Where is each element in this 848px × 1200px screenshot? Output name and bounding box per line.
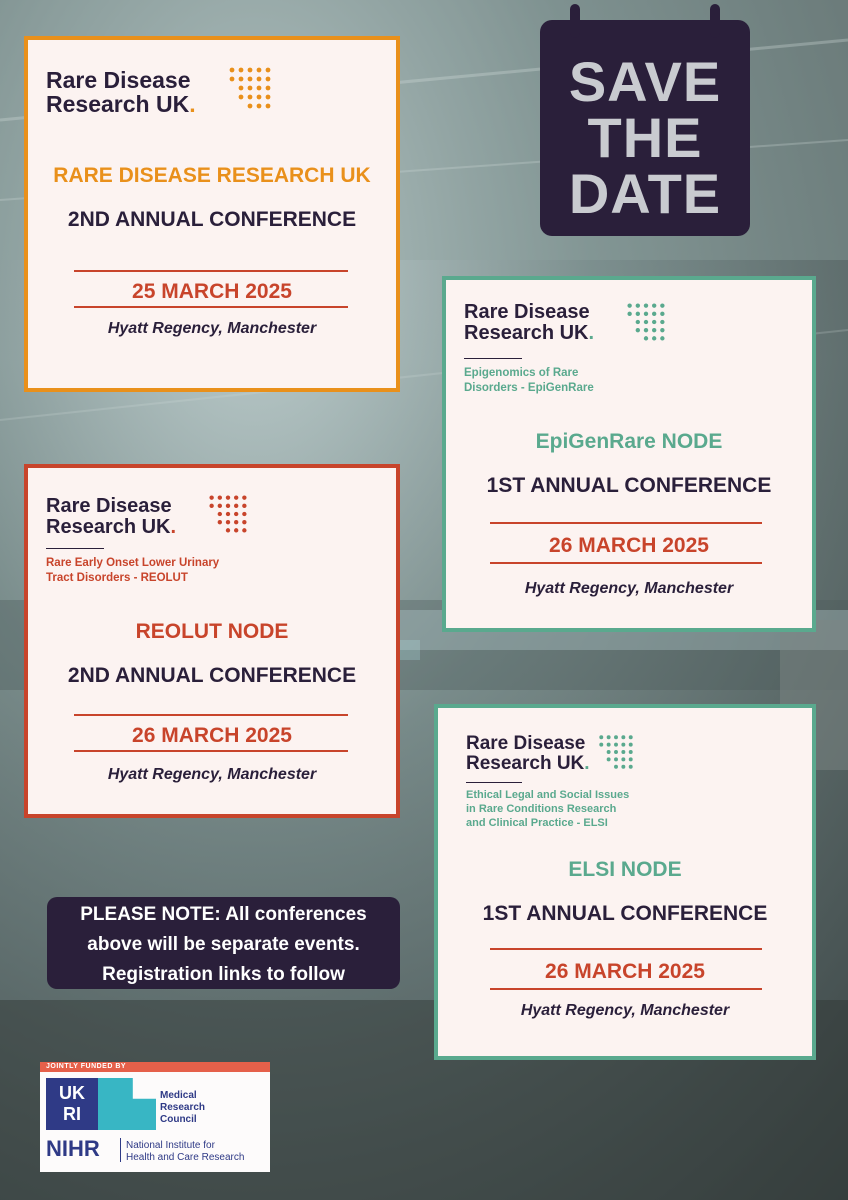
divider-bottom: [490, 562, 762, 564]
venue: Hyatt Regency, Manchester: [107, 320, 317, 337]
conference-title: 2ND ANNUAL CONFERENCE: [67, 208, 357, 231]
venue: Hyatt Regency, Manchester: [524, 580, 734, 597]
mrc-logo-mark: [98, 1078, 156, 1130]
divider-bottom: [74, 750, 348, 752]
logo-dots-icon: [228, 66, 272, 110]
divider-bottom: [74, 306, 348, 308]
epigenrare-conference-card: [442, 276, 816, 632]
funders-heading: JOINTLY FUNDED BY: [46, 1063, 127, 1070]
rdruk-logo: Rare Disease Research UK.: [464, 301, 595, 344]
node-title: ELSI NODE: [568, 858, 682, 881]
nihr-name: National Institute for Health and Care Research: [126, 1140, 245, 1163]
funders-heading-bar: [40, 1062, 270, 1072]
logo-underline: [46, 548, 104, 549]
node-title: RARE DISEASE RESEARCH UK: [53, 164, 371, 187]
node-title: REOLUT NODE: [135, 620, 289, 643]
conference-title: 1ST ANNUAL CONFERENCE: [486, 474, 772, 497]
please-note-banner: PLEASE NOTE: All conferences above will be separate events. Registration links to follow: [47, 897, 400, 989]
divider-top: [74, 714, 348, 716]
funders-block: [40, 1062, 270, 1172]
conference-title: 2ND ANNUAL CONFERENCE: [67, 664, 357, 687]
conference-date: 25 MARCH 2025: [132, 280, 292, 303]
rdruk-logo: Rare Disease Research UK.: [46, 67, 196, 118]
conference-title: 1ST ANNUAL CONFERENCE: [482, 902, 768, 925]
node-subtitle: Rare Early Onset Lower Urinary Tract Disorders - REOLUT: [46, 557, 220, 584]
logo-dots-icon: [598, 734, 634, 770]
logo-underline: [464, 358, 522, 359]
mrc-name: Medical Research Council: [160, 1090, 206, 1125]
divider-top: [490, 522, 762, 524]
divider-top: [490, 948, 762, 950]
nihr-logo: NIHR: [46, 1136, 100, 1161]
node-subtitle: Epigenomics of Rare Disorders - EpiGenRare: [464, 367, 594, 394]
elsi-conference-card: [434, 704, 816, 1060]
nihr-divider: [120, 1138, 121, 1162]
conference-date: 26 MARCH 2025: [132, 724, 292, 747]
venue: Hyatt Regency, Manchester: [520, 1002, 730, 1019]
main-conference-card: [24, 36, 400, 392]
logo-underline: [466, 782, 522, 783]
rdruk-logo: Rare Disease Research UK.: [466, 733, 590, 774]
conference-date: 26 MARCH 2025: [549, 534, 709, 557]
the-text: THE: [587, 106, 703, 169]
rdruk-logo: Rare Disease Research UK.: [46, 495, 177, 538]
ukri-logo: UK RI: [46, 1078, 98, 1130]
date-text: DATE: [568, 162, 722, 225]
divider-top: [74, 270, 348, 272]
venue: Hyatt Regency, Manchester: [107, 766, 317, 783]
reolut-conference-card: [24, 464, 400, 818]
node-title: EpiGenRare NODE: [535, 430, 723, 453]
save-the-date-calendar: [538, 0, 752, 238]
divider-bottom: [490, 988, 762, 990]
logo-dots-icon: [208, 494, 248, 534]
save-text: SAVE: [568, 50, 722, 113]
node-subtitle: Ethical Legal and Social Issues in Rare Conditions Research and Clinical Practice - ELSI: [466, 789, 630, 829]
logo-dots-icon: [626, 302, 666, 342]
conference-date: 26 MARCH 2025: [545, 960, 705, 983]
